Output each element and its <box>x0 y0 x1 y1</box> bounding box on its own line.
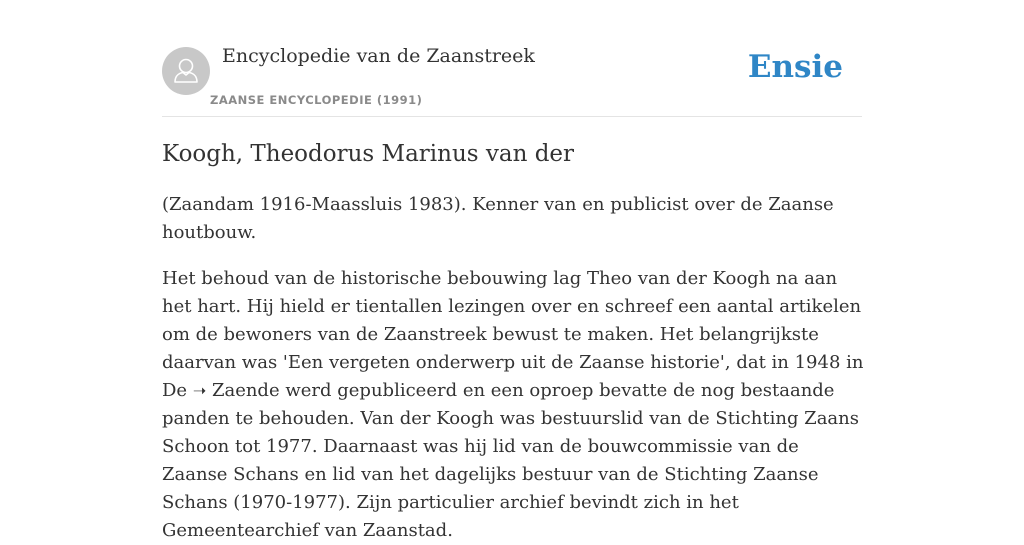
source-avatar[interactable] <box>162 47 210 95</box>
source-title-link[interactable]: Encyclopedie van de Zaanstreek <box>222 45 535 67</box>
crossref-link-zaende[interactable]: Zaende <box>211 380 280 401</box>
entry-paragraph-2 <box>162 265 867 545</box>
source-subtitle: ZAANSE ENCYCLOPEDIE (1991) <box>210 93 423 107</box>
brand-logo[interactable]: Ensie <box>747 49 843 85</box>
paragraph-text-after-link: werd gepubliceerd en een oproep bevatte de nog bestaande panden te behouden. Van der Koogh was bestuurslid van de Stichting Zaans Schoon tot 1977. Daarnaast was hij lid van de bouwcommissie van de Zaanse Schans en lid van het dagelijks bestuur van de Stichting Zaanse Schans (1970-1977). Zijn particulier archief bevindt zich in het Gemeentearchief van Zaanstad. <box>162 380 859 541</box>
paragraph-text-before-link: Het behoud van de historische bebouwing lag Theo van der Koogh na aan het hart. Hij hield er tientallen lezingen over en schreef een aantal artikelen om de bewoners van de Zaanstreek bewust te maken. Het belangrijkste daarvan was 'Een vergeten onderwerp uit de Zaanse historie', dat in 1948 in De <box>162 268 864 401</box>
arrow-right-icon: ➝ <box>192 381 207 400</box>
source-header <box>162 40 862 117</box>
entry-paragraph-1: (Zaandam 1916-Maassluis 1983). Kenner van en publicist over de Zaanse houtbouw. <box>162 194 834 243</box>
user-outline-icon <box>162 47 210 95</box>
entry-content <box>162 137 867 545</box>
entry-headword: Koogh, Theodorus Marinus van der <box>162 141 575 167</box>
